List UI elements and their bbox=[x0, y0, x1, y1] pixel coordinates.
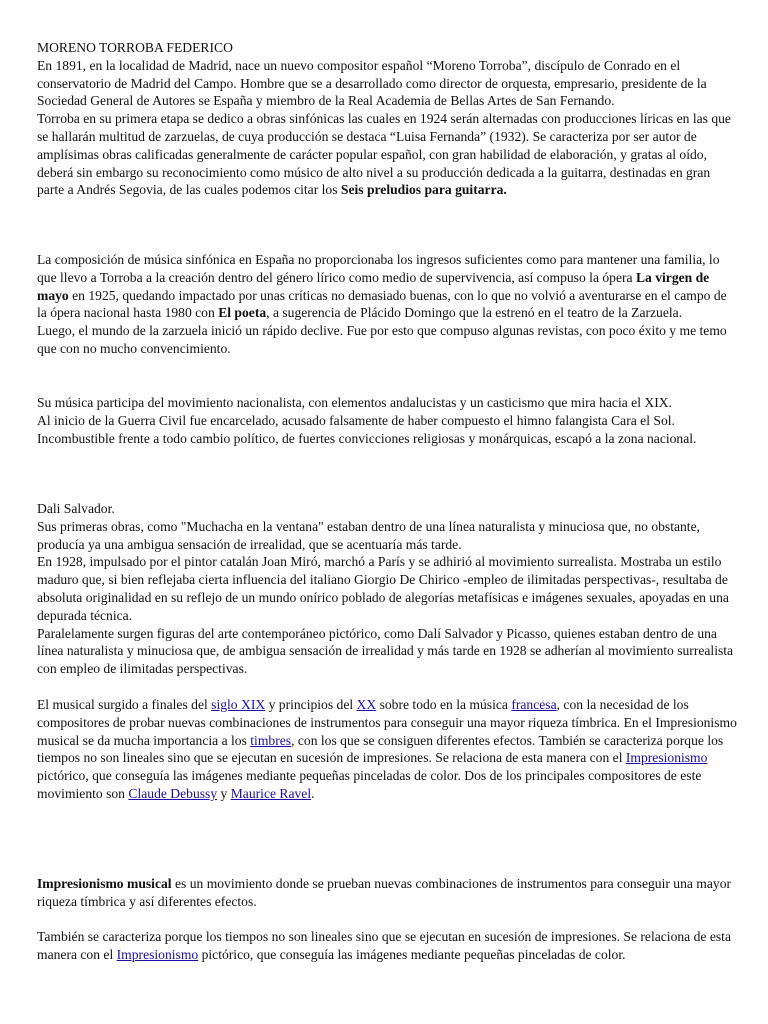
link-claude-debussy[interactable]: Claude Debussy bbox=[128, 785, 218, 801]
link-francesa[interactable]: francesa bbox=[511, 697, 557, 712]
link-impresionismo-2[interactable]: Impresionismo bbox=[116, 946, 199, 962]
link-impresionismo[interactable]: Impresionismo bbox=[625, 750, 708, 766]
section-title: Dali Salvador. bbox=[37, 501, 115, 516]
bold-text: El poeta bbox=[218, 305, 267, 321]
paragraph: En 1928, impulsado por el pintor catalán Joan Miró, marchó a París y se adhirió al movimiento surrealista. Mostraba un estilo maduro que, si bien reflejaba cierta influencia del italiano Giorgio De Chirico -empleo de ilimitadas perspectivas-, resultaba de absoluta originalidad en su reflejo de un mundo onírico poblado de alegorías metafísicas e imágenes sexuales, apoyadas en una depurada técnica. bbox=[37, 554, 729, 623]
section-impresionismo-musical bbox=[37, 875, 737, 911]
section-moreno-torroba bbox=[37, 39, 737, 199]
paragraph: Luego, el mundo de la zarzuela inició un rápido declive. Fue por esto que compuso algunas revistas, con poco éxito y me temo que con no mucho convencimiento. bbox=[37, 323, 727, 356]
link-maurice-ravel[interactable]: Maurice Ravel bbox=[230, 785, 312, 801]
paragraph: También se caracteriza porque los tiempos no son lineales sino que se ejecutan en sucesión de impresiones. Se relaciona de esta manera con el Impresionismo pictórico, que conseguía las imágenes mediante pequeñas pinceladas de color. bbox=[37, 929, 731, 962]
bold-text: La virgen de mayo bbox=[37, 269, 710, 303]
section-musical bbox=[37, 696, 737, 803]
paragraph: La composición de música sinfónica en España no proporcionaba los ingresos suficientes como para mantener una familia, lo que llevo a Torroba a la creación dentro del género lírico como medio de supervivencia, así compuso la ópera La virgen de mayo en 1925, quedando impactado por unas críticas no demasiado buenas, con lo que no volvió a aventurarse en el campo de la ópera nacional hasta 1980 con El poeta, a sugerencia de Plácido Domingo que la estrenó en el teatro de la Zarzuela. bbox=[37, 252, 727, 321]
paragraph: En 1891, en la localidad de Madrid, nace un nuevo compositor español “Moreno Torroba”, discípulo de Conrado en el conservatorio de Madrid del Campo. Hombre que se a desarrollado como director de orquesta, empresario, presidente de la Sociedad General de Autores se España y miembro de la Real Academia de Bellas Artes de San Fernando. bbox=[37, 57, 707, 109]
link-xx[interactable]: XX bbox=[356, 697, 377, 712]
paragraph: Torroba en su primera etapa se dedico a obras sinfónicas las cuales en 1924 serán alternadas con producciones líricas en las que se hallarán multitud de zarzuelas, de cuya producción se destaca “Luisa Fernanda” (1932). Se caracteriza por ser autor de amplísimas obras calificadas generalmente de carácter popular español, con gran habilidad de elaboración, y gratas al oído, deberá sin embargo su reconocimiento como músico de alto nivel a su producción dedicada a la guitarra, destinadas en gran parte a Andrés Segovia, de las cuales podemos citar los Seis preludios para guitarra. bbox=[37, 111, 731, 198]
section-title: MORENO TORROBA FEDERICO bbox=[37, 40, 233, 55]
paragraph: El musical surgido a finales del siglo XIX y principios del XX sobre todo en la música francesa, con la necesidad de los compositores de probar nuevas combinaciones de instrumentos para conseguir una mayor riqueza tímbrica. En el Impresionismo musical se da mucha importancia a los timbres, con los que se consiguen diferentes efectos. También se caracteriza porque los tiempos no son lineales sino que se ejecutan en sucesión de impresiones. Se relaciona de esta manera con el Impresionismo pictórico, que conseguía las imágenes mediante pequeñas pinceladas de color. Dos de los principales compositores de este movimiento son Claude Debussy y Maurice Ravel. bbox=[37, 697, 737, 801]
bold-text: Seis preludios para guitarra. bbox=[340, 182, 507, 198]
section-nationalism bbox=[37, 394, 737, 447]
paragraph: Al inicio de la Guerra Civil fue encarcelado, acusado falsamente de haber compuesto el himno falangista Cara el Sol. Incombustible frente a todo cambio político, de fuertes convicciones religiosas y monárquicas, escapó a la zona nacional. bbox=[37, 412, 697, 446]
paragraph: Su música participa del movimiento nacionalista, con elementos andalucistas y un casticismo que mira hacia el XIX. bbox=[37, 395, 672, 410]
section-symphonic bbox=[37, 251, 737, 358]
link-timbres[interactable]: timbres bbox=[250, 732, 292, 748]
link-siglo-xix[interactable]: siglo XIX bbox=[211, 697, 266, 712]
section-impresionismo-detail bbox=[37, 928, 737, 964]
paragraph: Sus primeras obras, como "Muchacha en la ventana" estaban dentro de una línea naturalista y minuciosa que, no obstante, producía ya una ambigua sensación de irrealidad, que se acentuaría más tarde. bbox=[37, 518, 701, 552]
paragraph: Paralelamente surgen figuras del arte contemporáneo pictórico, como Dalí Salvador y Picasso, quienes estaban dentro de una línea naturalista y minuciosa que, de ambigua sensación de irrealidad y más tarde en 1928 se adherían al movimiento surrealista con empleo de ilimitadas perspectivas. bbox=[37, 625, 734, 677]
paragraph: Impresionismo musical es un movimiento donde se prueban nuevas combinaciones de instrumentos para conseguir una mayor riqueza tímbrica y así diferentes efectos. bbox=[37, 876, 732, 909]
section-dali bbox=[37, 500, 737, 678]
bold-text: Impresionismo musical bbox=[37, 876, 172, 891]
